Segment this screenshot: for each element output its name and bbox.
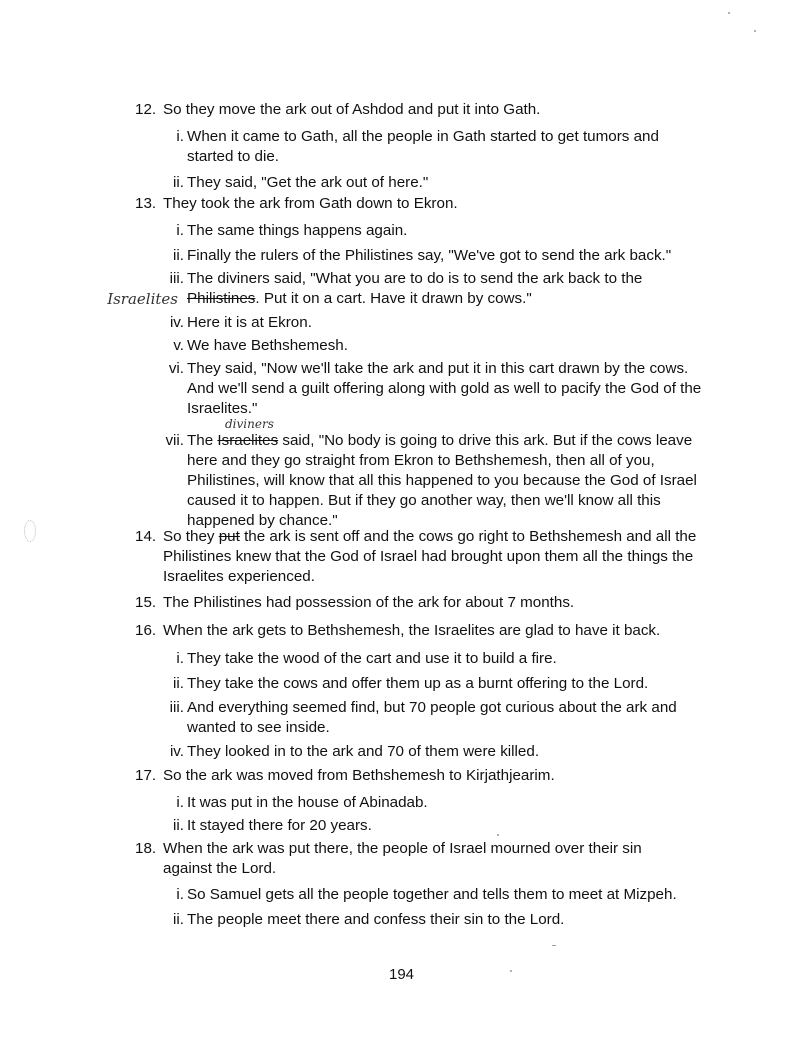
struck-text: Israelites: [217, 432, 279, 449]
sub-text: The people meet there and confess their sin to the Lord.: [187, 911, 565, 928]
sub-number: iii.: [169, 270, 184, 287]
sub-text: And everything seemed find, but 70 people got curious about the ark and wanted to see inside.: [187, 699, 677, 736]
sub-number: vii.: [165, 432, 184, 449]
item-number: 15.: [135, 594, 157, 611]
sub-text: They take the cows and offer them up as a burnt offering to the Lord.: [187, 675, 649, 692]
handwritten-annotation: diviners: [225, 417, 274, 431]
item-number: 16.: [135, 622, 157, 639]
item-text: When the ark gets to Bethshemesh, the Israelites are glad to have it back.: [163, 622, 661, 639]
sub-number: i.: [176, 794, 184, 811]
scan-speck: [497, 834, 499, 836]
struck-text: Philistines: [187, 290, 256, 307]
sub-text: We have Bethshemesh.: [187, 337, 348, 354]
item-text: The Philistines had possession of the ark for about 7 months.: [163, 594, 575, 611]
scan-speck: [728, 12, 730, 14]
sub-text: They looked in to the ark and 70 of them were killed.: [187, 743, 540, 760]
sub-number: ii.: [173, 675, 184, 692]
item-number: 14.: [135, 528, 157, 545]
sub-number: ii.: [173, 247, 184, 264]
item-text: So they move the ark out of Ashdod and put it into Gath.: [163, 101, 541, 118]
item-text: They took the ark from Gath down to Ekron.: [163, 195, 458, 212]
sub-text: The Israelites said, "No body is going to drive this ark. But if the cows leave here and they go straight from Ekron to Bethshemesh, then all of you, Philistines, will know that all this happened to you because the God of Israel caused it to happen. But if they go another way, then we'll know all this happened by chance.": [187, 432, 697, 529]
item-text: So they put the ark is sent off and the cows go right to Bethshemesh and all the Philistines knew that the God of Israel had brought upon them all the things the Israelites experienced.: [163, 528, 697, 585]
sub-number: ii.: [173, 174, 184, 191]
sub-text: It stayed there for 20 years.: [187, 817, 372, 834]
item-number: 17.: [135, 767, 157, 784]
item-number: 18.: [135, 840, 157, 857]
sub-text: It was put in the house of Abinadab.: [187, 794, 428, 811]
scan-speck: [510, 970, 512, 972]
sub-text: They take the wood of the cart and use it to build a fire.: [187, 650, 557, 667]
item-number: 13.: [135, 195, 157, 212]
item-text: So the ark was moved from Bethshemesh to Kirjathjearim.: [163, 767, 555, 784]
item-text: When the ark was put there, the people of Israel mourned over their sin against the Lord.: [163, 840, 642, 877]
sub-text: They said, "Now we'll take the ark and put it in this cart drawn by the cows. And we'll send a guilt offering along with gold as well to pacify the God of the Israelites.": [187, 360, 702, 417]
sub-text: Here it is at Ekron.: [187, 314, 312, 331]
sub-number: i.: [176, 128, 184, 145]
sub-text: Finally the rulers of the Philistines say, "We've got to send the ark back.": [187, 247, 672, 264]
sub-text: The same things happens again.: [187, 222, 408, 239]
sub-number: v.: [173, 337, 184, 354]
sub-number: i.: [176, 222, 184, 239]
sub-text: They said, "Get the ark out of here.": [187, 174, 429, 191]
sub-number: ii.: [173, 911, 184, 928]
sub-text: When it came to Gath, all the people in Gath started to get tumors and started to die.: [187, 128, 659, 165]
handwritten-annotation: Israelites: [107, 290, 178, 308]
sub-number: iv.: [169, 743, 184, 760]
scan-speck: [552, 945, 556, 946]
sub-number: i.: [176, 886, 184, 903]
scan-speck: [754, 30, 756, 32]
sub-text: The diviners said, "What you are to do is to send the ark back to the Philistines. Put it on a cart. Have it drawn by cows.": [187, 270, 643, 307]
item-number: 12.: [135, 101, 157, 118]
sub-number: vi.: [168, 360, 184, 377]
scan-speck: [24, 520, 36, 542]
sub-number: i.: [176, 650, 184, 667]
sub-text: So Samuel gets all the people together and tells them to meet at Mizpeh.: [187, 886, 677, 903]
sub-number: iv.: [169, 314, 184, 331]
page-number: 194: [389, 966, 415, 983]
sub-number: iii.: [169, 699, 184, 716]
sub-number: ii.: [173, 817, 184, 834]
struck-text: put: [218, 528, 240, 545]
